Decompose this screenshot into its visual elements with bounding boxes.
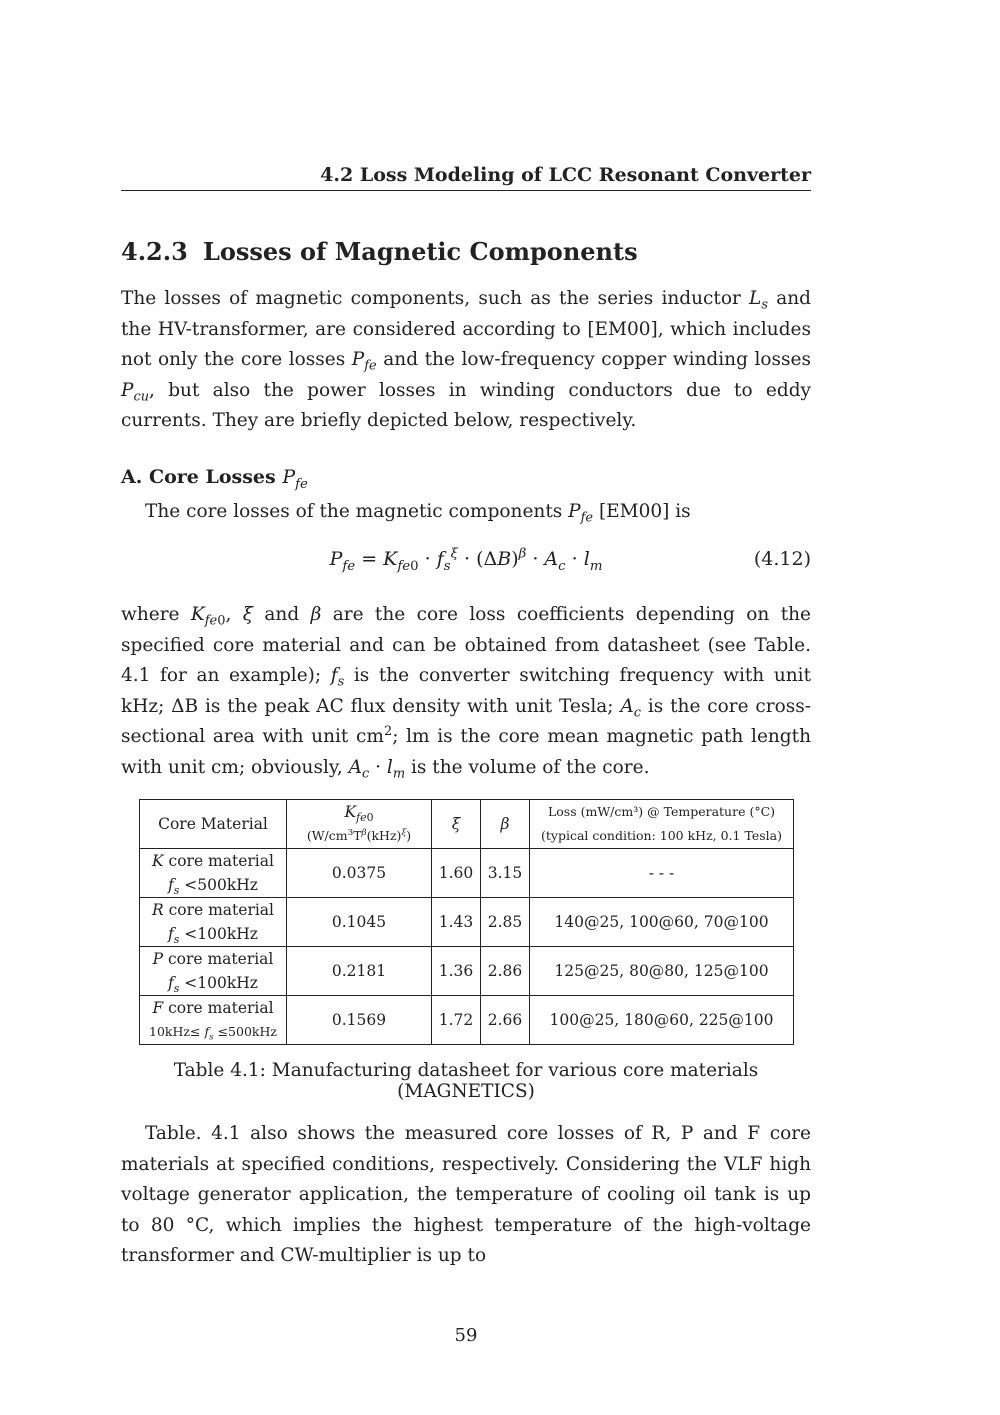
page-number: 59: [454, 1325, 478, 1346]
cell-kfe0: 0.1569: [287, 996, 432, 1045]
cell-beta: 2.66: [481, 996, 530, 1045]
cell-material: P core material $f_s <100kHz$: [140, 947, 287, 996]
section-number: 4.2.3: [121, 237, 188, 266]
equation-4-12: [121, 548, 811, 580]
cell-material: R core material $f_s <100kHz$: [140, 898, 287, 947]
cell-xi: 1.36: [432, 947, 481, 996]
cell-loss: - - -: [530, 849, 794, 898]
cell-loss: 140@25, 100@60, 70@100: [530, 898, 794, 947]
cell-xi: 1.43: [432, 898, 481, 947]
running-header: 4.2 Loss Modeling of LCC Resonant Converter: [121, 164, 811, 191]
equation-expression: $P_{fe} = K_{fe0} \cdot f_s^\xi \cdot (\Delta B)^\beta \cdot A_c \cdot l_m$: [329, 546, 603, 574]
subsection-heading: A. Core Losses $P_{fe}$: [121, 466, 308, 492]
paragraph-table-discussion: Table. 4.1 also shows the measured core losses of R, P and F core materials at specified conditions, respectively. Considering the VLF high voltage generator application, the temperature of cooling oil tank is up to 80 °C, which implies the highest temperature of the high-voltage transformer and CW-multiplier is up to: [121, 1123, 811, 1266]
cell-loss: 100@25, 180@60, 225@100: [530, 996, 794, 1045]
core-material-table: [139, 799, 794, 1045]
section-heading: [121, 237, 638, 266]
cell-kfe0: 0.0375: [287, 849, 432, 898]
table-row: [140, 996, 794, 1045]
cell-beta: 2.86: [481, 947, 530, 996]
cell-kfe0: 0.1045: [287, 898, 432, 947]
paragraph-intro: The losses of magnetic components, such as the series inductor $L_s$ and the HV-transformer, are considered according to [EM00], which includes not only the core losses $P_{fe}$ and the low-frequency copper winding losses $P_{cu}$, but also the power losses in winding conductors due to eddy currents. They are briefly depicted below, respectively.: [121, 288, 811, 431]
header-loss: Loss (mW/cm³) @ Temperature (°C) (typical condition: 100 kHz, 0.1 Tesla): [530, 800, 794, 849]
table-row: [140, 898, 794, 947]
header-kfe0: $K_{fe0}$ $(W/cm^3T^\beta(kHz)^\xi)$: [287, 800, 432, 849]
equation-number: (4.12): [753, 548, 811, 570]
cell-xi: 1.60: [432, 849, 481, 898]
cell-material: K core material $f_s <500kHz$: [140, 849, 287, 898]
cell-material: F core material $10kHz\le f_s \le 500kHz$: [140, 996, 287, 1045]
cell-xi: 1.72: [432, 996, 481, 1045]
cell-kfe0: 0.2181: [287, 947, 432, 996]
table-row: [140, 849, 794, 898]
paragraph-core-losses: The core losses of the magnetic components $P_{fe}$ [EM00] is: [145, 501, 691, 526]
section-title: Losses of Magnetic Components: [203, 237, 638, 266]
table-row: [140, 947, 794, 996]
header-xi: ξ: [432, 800, 481, 849]
header-core-material: Core Material: [140, 800, 287, 849]
cell-beta: 2.85: [481, 898, 530, 947]
header-beta: β: [481, 800, 530, 849]
table-header-row: [140, 800, 794, 849]
cell-beta: 3.15: [481, 849, 530, 898]
table-caption: Table 4.1: Manufacturing datasheet for various core materials (MAGNETICS): [173, 1060, 759, 1102]
paragraph-definitions: where $K_{fe0}$, ξ and β are the core loss coefficients depending on the specified core material and can be obtained from datasheet (see Table. 4.1 for an example); $f_s$ is the converter switching frequency with unit kHz; ΔB is the peak AC flux density with unit Tesla; $A_c$ is the core cross-sectional area with unit $cm^2$; lm is the core mean magnetic path length with unit cm; obviously, $A_c \cdot l_m$ is the volume of the core.: [121, 604, 812, 782]
cell-loss: 125@25, 80@80, 125@100: [530, 947, 794, 996]
